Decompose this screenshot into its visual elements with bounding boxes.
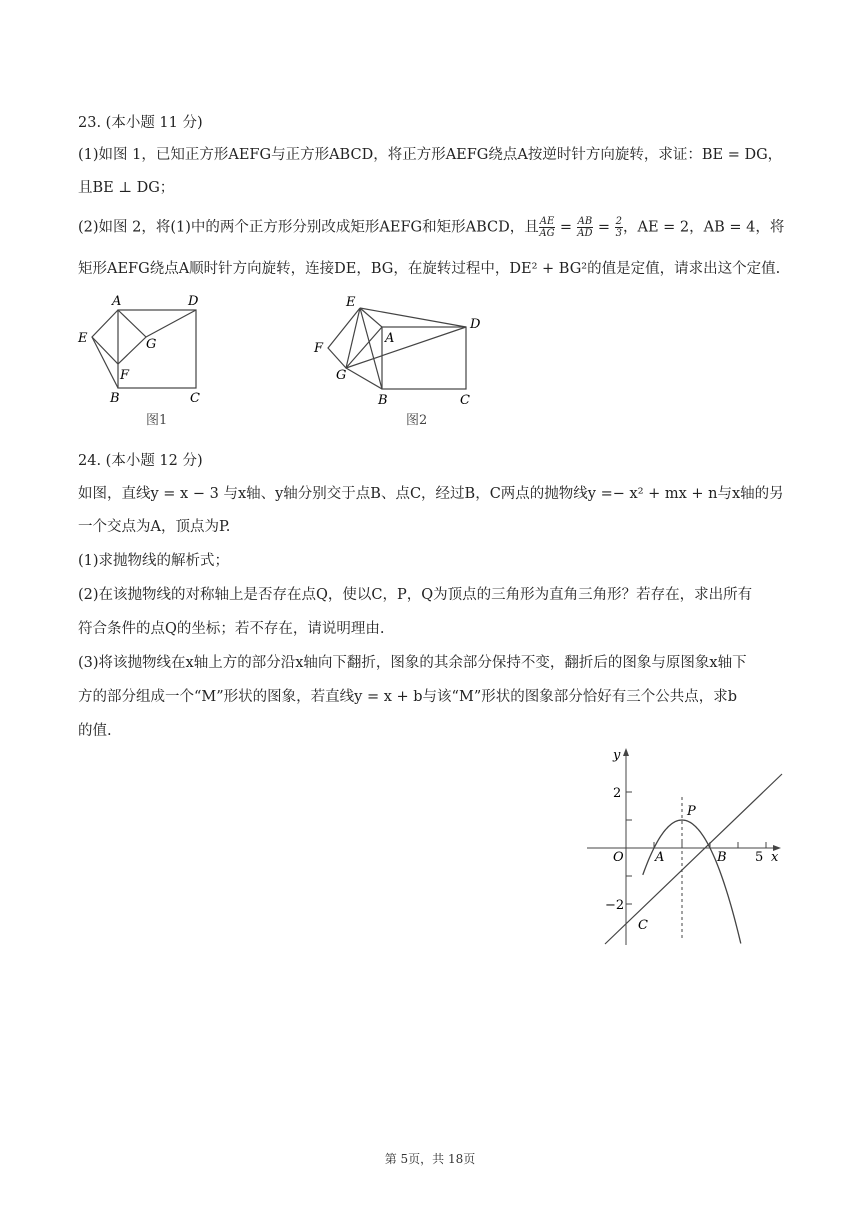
fig2-label-a: A bbox=[385, 331, 395, 346]
fig2-label-b: B bbox=[378, 393, 388, 408]
graph-x-label: x bbox=[771, 850, 779, 865]
q24-part3-line2: 方的部分组成一个“M”形状的图象，若直线y = x + b与该“M”形状的图象部分恰好有三个公共点，求b bbox=[78, 689, 738, 705]
fig2-caption: 图2 bbox=[406, 413, 428, 428]
graph-label-o: O bbox=[613, 850, 624, 865]
fig1-label-c: C bbox=[190, 391, 200, 406]
graph-tick-neg2: −2 bbox=[605, 898, 625, 913]
graph-y-label: y bbox=[613, 748, 621, 763]
page-footer: 第 5页，共 18页 bbox=[384, 1152, 476, 1166]
graph-tick-2: 2 bbox=[613, 786, 622, 801]
fig2-label-d: D bbox=[470, 317, 481, 332]
q23-part2-line2: 矩形AEFG绕点A顺时针方向旋转，连接DE，BG，在旋转过程中，DE² + BG²的值是定值，请求出这个定值. bbox=[78, 261, 781, 277]
graph-label-p: P bbox=[687, 804, 696, 819]
q23-part2-line1: (2)如图 2，将(1)中的两个正方形分别改成矩形AEFG和矩形ABCD，且 $\frac{AE}{AG}$ = $\frac{AB}{AD}$ = $\frac{2}{3}$ ，AE = 2，AB = 4，将 bbox=[78, 216, 785, 239]
fig2-label-g: G bbox=[336, 368, 347, 383]
q23-part2-text-a: (2)如图 2，将(1)中的两个正方形分别改成矩形AEFG和矩形ABCD，且 bbox=[78, 219, 539, 236]
figure-2 bbox=[310, 290, 490, 430]
fig1-label-g: G bbox=[146, 337, 157, 352]
q23-part2-text-b: ，AE = 2，AB = 4，将 bbox=[622, 219, 785, 236]
fig1-label-f: F bbox=[120, 368, 130, 383]
fig1-label-d: D bbox=[188, 294, 199, 309]
q24-part3-line1: (3)将该抛物线在x轴上方的部分沿x轴向下翻折，图象的其余部分保持不变，翻折后的图象与原图象x轴下 bbox=[78, 655, 747, 671]
q24-part2-line2: 符合条件的点Q的坐标；若不存在，请说明理由. bbox=[78, 621, 385, 637]
graph-label-c: C bbox=[638, 918, 648, 933]
fig1-label-a: A bbox=[112, 294, 122, 309]
fig2-label-c: C bbox=[460, 393, 470, 408]
q24-part2-line1: (2)在该抛物线的对称轴上是否存在点Q，使以C，P，Q为顶点的三角形为直角三角形？若存在，求出所有 bbox=[78, 587, 753, 603]
fig2-label-e: E bbox=[346, 295, 356, 310]
parabola-curve bbox=[643, 820, 741, 944]
q23-part1-line1: (1)如图 1，已知正方形AEFG与正方形ABCD，将正方形AEFG绕点A按逆时针方向旋转，求证：BE = DG， bbox=[78, 147, 783, 163]
fig2-label-f: F bbox=[314, 341, 324, 356]
q23-header: 23. (本小题 11 分) bbox=[78, 115, 203, 131]
fig1-label-e: E bbox=[78, 331, 88, 346]
graph-tick-5: 5 bbox=[755, 850, 764, 865]
fig1-label-b: B bbox=[110, 391, 120, 406]
figure-1 bbox=[72, 290, 222, 430]
fraction-two-thirds: $\frac{2}{3}$ bbox=[615, 216, 622, 239]
graph-label-a: A bbox=[655, 850, 665, 865]
fraction-ae-ag: $\frac{AE}{AG}$ bbox=[539, 216, 555, 239]
parabola-graph bbox=[585, 745, 790, 950]
graph-label-b: B bbox=[717, 850, 727, 865]
q24-intro-line1: 如图，直线y = x − 3 与x轴、y轴分别交于点B、点C，经过B，C两点的抛物线y =− x² + mx + n与x轴的另 bbox=[78, 486, 784, 502]
fig1-caption: 图1 bbox=[146, 413, 168, 428]
fraction-ab-ad: $\frac{AB}{AD}$ bbox=[577, 216, 593, 239]
q24-header: 24. (本小题 12 分) bbox=[78, 453, 203, 469]
q24-intro-line2: 一个交点为A，顶点为P. bbox=[78, 519, 231, 535]
q24-part1: (1)求抛物线的解析式； bbox=[78, 553, 230, 569]
q24-part3-line3: 的值. bbox=[78, 723, 112, 739]
q23-part1-line2: 且BE ⊥ DG； bbox=[78, 180, 175, 196]
